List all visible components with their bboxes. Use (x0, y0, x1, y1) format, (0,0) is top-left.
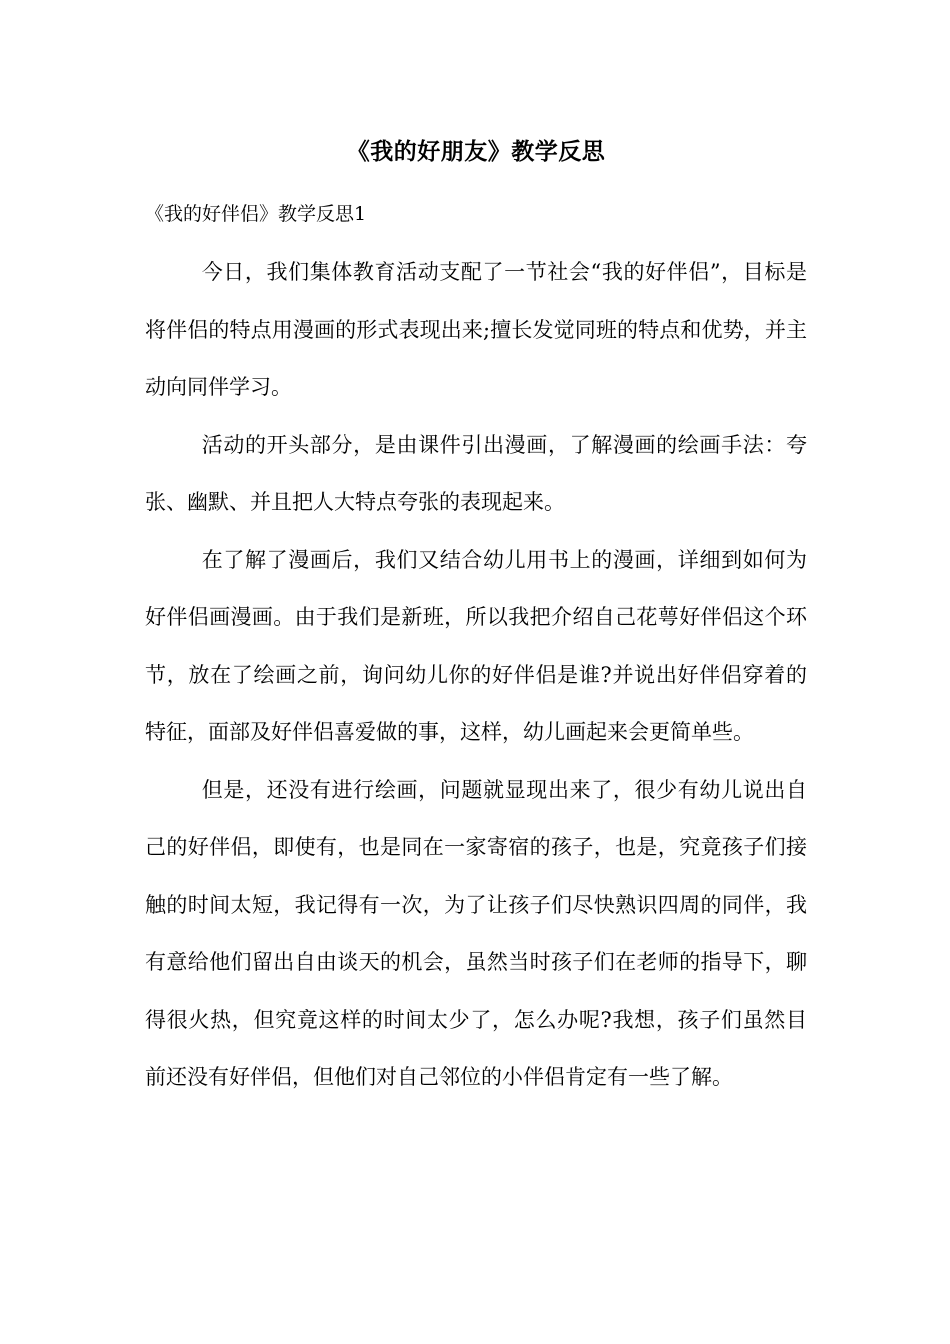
paragraph-2: 活动的开头部分，是由课件引出漫画，了解漫画的绘画手法：夸张、幽默、并且把人大特点夸张的表现起来。 (145, 432, 807, 514)
document-title: 《我的好朋友》教学反思 (346, 138, 606, 165)
paragraph-1: 今日，我们集体教育活动支配了一节社会“我的好伴侣”，目标是将伴侣的特点用漫画的形式表现出来;擅长发觉同班的特点和优势，并主动向同伴学习。 (145, 260, 807, 399)
paragraph-3: 在了解了漫画后，我们又结合幼儿用书上的漫画，详细到如何为好伴侣画漫画。由于我们是新班，所以我把介绍自己花萼好伴侣这个环节，放在了绘画之前，询问幼儿你的好伴侣是谁?并说出好伴侣穿着的特征，面部及好伴侣喜爱做的事，这样，幼儿画起来会更简单些。 (145, 547, 807, 744)
document-body (145, 128, 807, 1107)
section-heading: 《我的好伴侣》教学反思1 (145, 203, 367, 225)
paragraph-4: 但是，还没有进行绘画，问题就显现出来了，很少有幼儿说出自己的好伴侣，即使有，也是同在一家寄宿的孩子，也是，究竟孩子们接触的时间太短，我记得有一次，为了让孩子们尽快熟识四周的同伴，我有意给他们留出自由谈天的机会，虽然当时孩子们在老师的指导下，聊得很火热，但究竟这样的时间太少了，怎么办呢?我想，孩子们虽然目前还没有好伴侣，但他们对自己邻位的小伴侣肯定有一些了解。 (145, 777, 807, 1089)
